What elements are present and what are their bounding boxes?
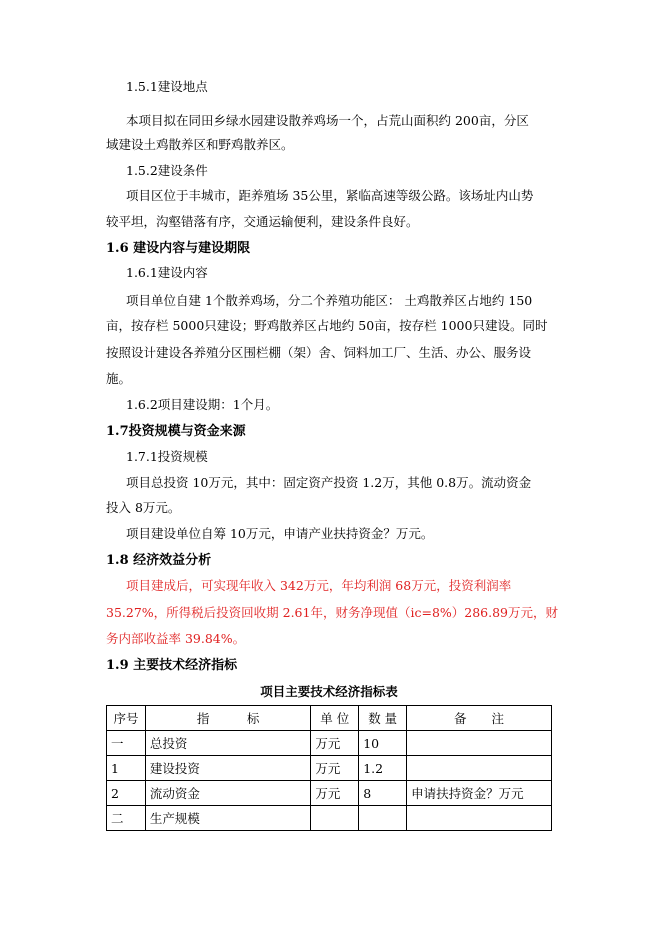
highlight-paragraph-line: 务内部收益率 39.84%。 <box>106 631 246 646</box>
table-cell: 2 <box>107 781 146 806</box>
table-cell: 二 <box>107 806 146 831</box>
table-cell: 万元 <box>311 781 359 806</box>
table-cell: 总投资 <box>145 731 310 756</box>
table-cell <box>407 731 552 756</box>
paragraph-line: 按照设计建设各养殖分区围栏棚（架）舍、饲料加工厂、生活、办公、服务设 <box>106 345 532 360</box>
indicators-table <box>106 705 552 831</box>
highlight-paragraph-line: 项目建成后，可实现年收入 342万元，年均利润 68万元，投资利润率 <box>126 578 512 593</box>
table-cell <box>407 756 552 781</box>
table-cell: 建设投资 <box>145 756 310 781</box>
paragraph-line: 亩，按存栏 5000只建设；野鸡散养区占地约 50亩，按存栏 1000只建设。同时 <box>106 318 548 333</box>
table-row <box>107 731 552 756</box>
paragraph-line: 较平坦，沟壑错落有序，交通运输便利，建设条件良好。 <box>106 214 419 229</box>
table-cell: 一 <box>107 731 146 756</box>
table-cell: 生产规模 <box>145 806 310 831</box>
paragraph-line: 本项目拟在同田乡绿水园建设散养鸡场一个，占荒山面积约 200亩，分区 <box>126 113 529 128</box>
highlight-paragraph-line: 35.27%，所得税后投资回收期 2.61年，财务净现值（ic=8%）286.89万元，财 <box>106 605 559 620</box>
paragraph-line: 投入 8万元。 <box>106 500 181 515</box>
table-header-row <box>107 706 552 731</box>
table-row <box>107 806 552 831</box>
subsection-1-5-1-title: 1.5.1建设地点 <box>126 79 208 94</box>
paragraph-line: 项目总投资 10万元，其中：固定资产投资 1.2万，其他 0.8万。流动资金 <box>126 475 532 490</box>
table-caption: 项目主要技术经济指标表 <box>260 684 398 699</box>
table-cell: 万元 <box>311 731 359 756</box>
table-cell: 1.2 <box>359 756 407 781</box>
paragraph-line: 项目单位自建 1个散养鸡场，分二个养殖功能区： 土鸡散养区占地约 150 <box>126 293 533 308</box>
header-cell: 序号 <box>107 706 146 731</box>
table-cell <box>407 806 552 831</box>
header-cell: 单 位 <box>311 706 359 731</box>
paragraph-line: 域建设土鸡散养区和野鸡散养区。 <box>106 137 294 152</box>
subsection-1-6-2-title: 1.6.2项目建设期：1个月。 <box>126 397 279 412</box>
table-cell: 申请扶持资金？万元 <box>407 781 552 806</box>
header-cell: 备 注 <box>407 706 552 731</box>
table-cell: 流动资金 <box>145 781 310 806</box>
section-1-6-heading: 1.6 建设内容与建设期限 <box>106 241 251 256</box>
subsection-1-7-1-title: 1.7.1投资规模 <box>126 449 208 464</box>
paragraph-line: 施。 <box>106 371 132 386</box>
table-cell: 8 <box>359 781 407 806</box>
header-cell: 指 标 <box>145 706 310 731</box>
table-row <box>107 781 552 806</box>
table-cell: 1 <box>107 756 146 781</box>
paragraph-line: 项目建设单位自筹 10万元，申请产业扶持资金？万元。 <box>126 526 434 541</box>
section-1-7-heading: 1.7投资规模与资金来源 <box>106 424 246 439</box>
section-1-8-heading: 1.8 经济效益分析 <box>106 553 212 568</box>
table-cell: 10 <box>359 731 407 756</box>
paragraph-line: 项目区位于丰城市，距养殖场 35公里，紧临高速等级公路。该场址内山势 <box>126 188 534 203</box>
table-cell <box>359 806 407 831</box>
header-cell: 数 量 <box>359 706 407 731</box>
subsection-1-5-2-title: 1.5.2建设条件 <box>126 163 208 178</box>
subsection-1-6-1-title: 1.6.1建设内容 <box>126 265 208 280</box>
section-1-9-heading: 1.9 主要技术经济指标 <box>106 658 238 673</box>
table-row <box>107 756 552 781</box>
table-cell <box>311 806 359 831</box>
table-cell: 万元 <box>311 756 359 781</box>
